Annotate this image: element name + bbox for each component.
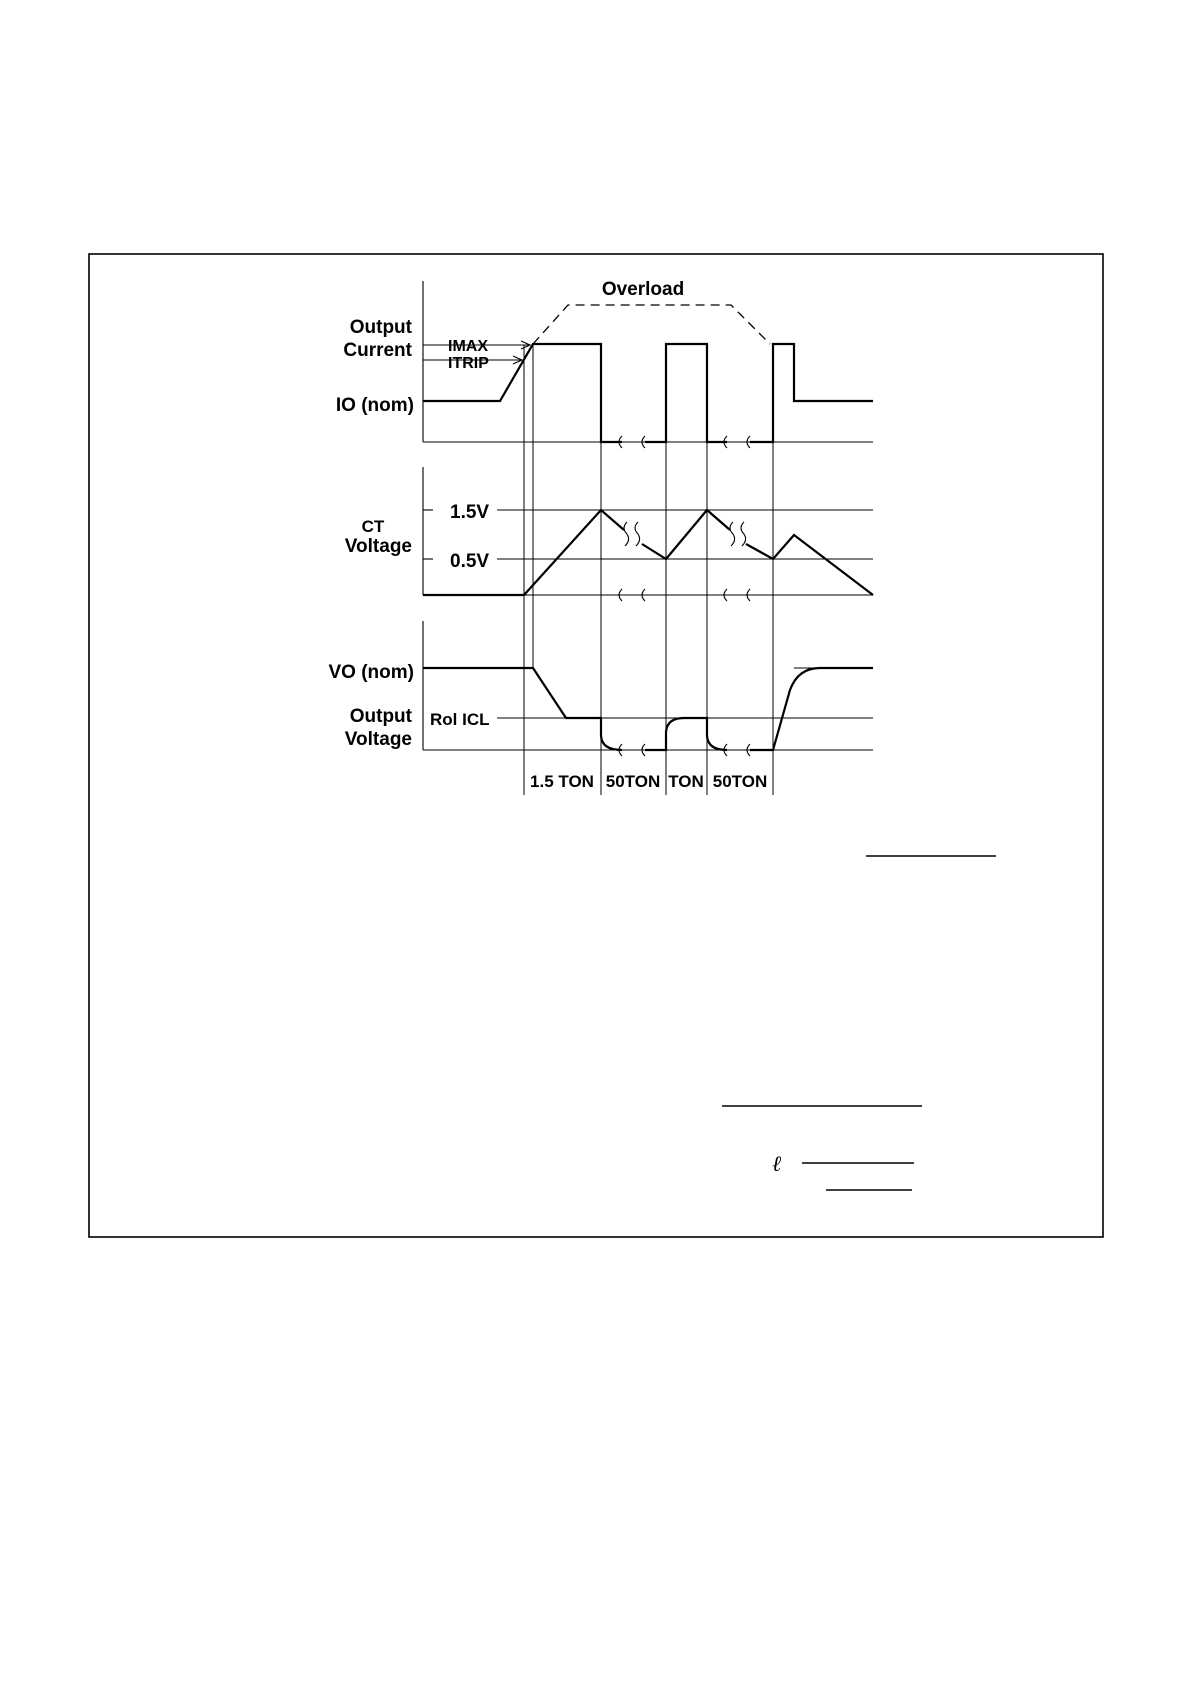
output-voltage-title-line1: Output	[349, 706, 412, 727]
ct-title-line2: Voltage	[344, 536, 412, 557]
vo-nom-label: VO (nom)	[328, 662, 414, 683]
timing-label-1: 1.5 TON	[530, 772, 594, 791]
output-voltage-waveform	[423, 668, 873, 750]
ct-voltage-waveform	[423, 510, 873, 595]
current-title-line1: Output	[349, 317, 412, 338]
overload-envelope	[533, 305, 770, 344]
timing-guides	[524, 345, 773, 795]
script-l-symbol: ℓ	[772, 1152, 782, 1177]
timing-label-2: 50TON	[605, 772, 661, 791]
ct-high-threshold-label: 1.5V	[450, 502, 490, 523]
ct-title-line1: CT	[361, 517, 385, 536]
rol-icl-label: Rol ICL	[430, 710, 490, 729]
equation-rules	[722, 856, 996, 1190]
io-nom-label: IO (nom)	[335, 395, 414, 416]
timing-label-4: 50TON	[712, 772, 768, 791]
imax-label: IMAX	[448, 338, 488, 355]
figure-frame	[89, 254, 1103, 1237]
ct-low-threshold-label: 0.5V	[450, 551, 490, 572]
current-panel	[336, 281, 873, 448]
output-voltage-title-line2: Voltage	[344, 729, 412, 750]
ct-panel	[345, 467, 873, 601]
output-current-waveform	[423, 344, 873, 442]
itrip-label: ITRIP	[448, 355, 489, 372]
timing-labels	[530, 772, 767, 791]
current-title-line2: Current	[343, 340, 412, 361]
overload-label: Overload	[601, 279, 685, 300]
timing-label-3: TON	[668, 772, 704, 791]
